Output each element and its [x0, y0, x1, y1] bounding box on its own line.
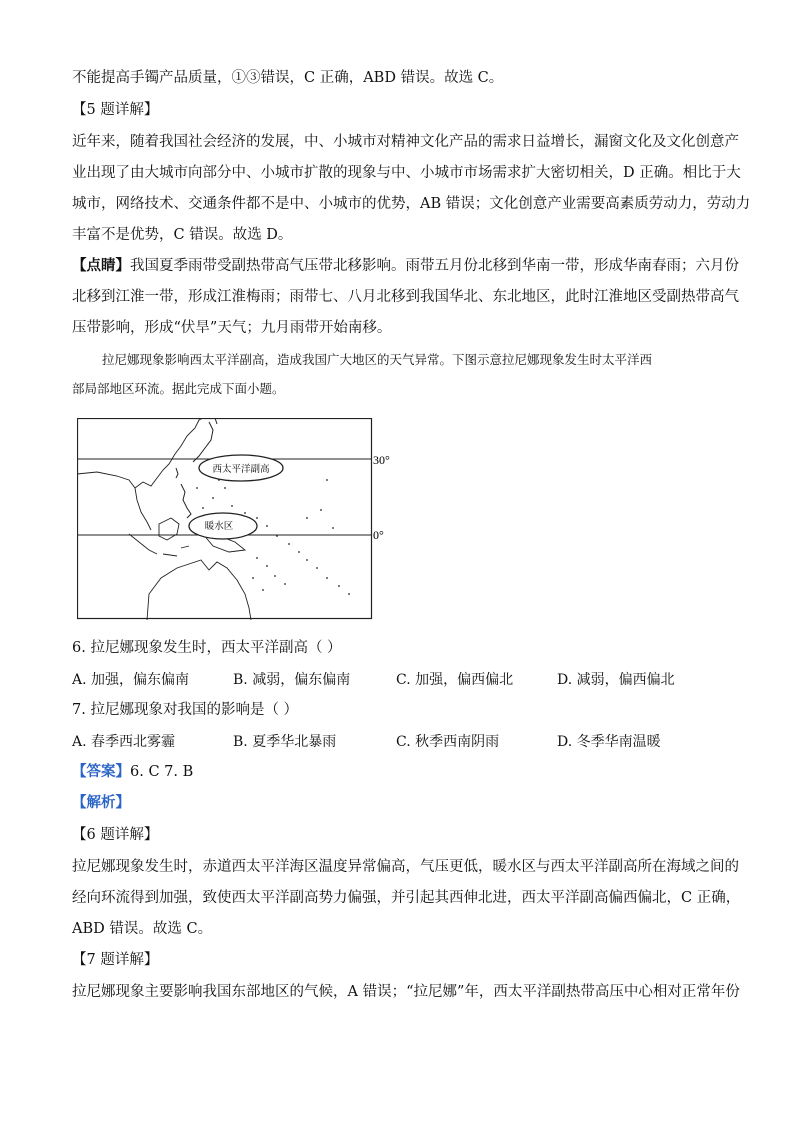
q7-option-b: B. 夏季华北暴雨 [233, 734, 337, 750]
text-line [72, 256, 739, 276]
analysis-tag: 【解析】 [72, 794, 130, 811]
high-label: 西太平洋副高 [212, 464, 270, 475]
text-line: 拉尼娜现象发生时，赤道西太平洋海区温度异常偏高，气压更低，暖水区与西太平洋副高所在海域之间的 [72, 859, 739, 875]
section-heading: 【5 题详解】 [72, 102, 159, 118]
dianjing-tag: 【点睛】 [72, 257, 130, 274]
question-6: 6. 拉尼娜现象发生时，西太平洋副高（ ） [72, 640, 342, 656]
text-line: 不能提高手镯产品质量，①③错误，C 正确，ABD 错误。故选 C。 [72, 70, 504, 86]
q6-option-b: B. 减弱，偏东偏南 [233, 672, 351, 688]
q6-option-a: A. 加强，偏东偏南 [72, 672, 190, 688]
lat-30-label: 30° [373, 453, 390, 467]
circulation-map [77, 418, 397, 620]
answer-tag: 【答案】 [72, 763, 130, 780]
text-line: 近年来，随着我国社会经济的发展，中、小城市对精神文化产品的需求日益增长，漏窗文化及文化创意产 [72, 134, 739, 150]
text-line: 经向环流得到加强，致使西太平洋副高势力偏强，并引起其西伸北进，西太平洋副高偏西偏北，C 正确， [72, 890, 741, 906]
answer-text: 6. C 7. B [130, 764, 194, 780]
warm-label: 暖水区 [204, 521, 234, 532]
intro-line: 拉尼娜现象影响西太平洋副高，造成我国广大地区的天气异常。下图示意拉尼娜现象发生时太平洋西 [102, 352, 653, 367]
text-line: ABD 错误。故选 C。 [72, 921, 213, 937]
text-line: 业出现了由大城市向部分中、小城市扩散的现象与中、小城市市场需求扩大密切相关，D 正确。相比于大 [72, 165, 741, 181]
intro-line: 部局部地区环流。据此完成下面小题。 [72, 381, 285, 396]
text-line: 拉尼娜现象主要影响我国东部地区的气候，A 错误；“拉尼娜”年，西太平洋副热带高压中心相对正常年份 [72, 984, 740, 1000]
q7-option-a: A. 春季西北雾霾 [72, 734, 176, 750]
text-line: 丰富不是优势，C 错误。故选 D。 [72, 227, 293, 243]
section-heading: 【6 题详解】 [72, 827, 159, 843]
q7-option-c: C. 秋季西南阴雨 [396, 734, 500, 750]
q6-option-d: D. 减弱，偏西偏北 [557, 672, 675, 688]
lat-0-label: 0° [373, 528, 384, 542]
text-line: 压带影响，形成“伏旱”天气；九月雨带开始南移。 [72, 320, 392, 336]
dianjing-text: 我国夏季雨带受副热带高气压带北移影响。雨带五月份北移到华南一带，形成华南春雨；六月份 [130, 258, 739, 274]
q6-option-c: C. 加强，偏西偏北 [396, 672, 514, 688]
text-line: 城市，网络技术、交通条件都不是中、小城市的优势，AB 错误；文化创意产业需要高素质劳动力，劳动力 [72, 196, 751, 212]
text-line: 北移到江淮一带，形成江淮梅雨；雨带七、八月北移到我国华北、东北地区，此时江淮地区受副热带高气 [72, 289, 739, 305]
q7-option-d: D. 冬季华南温暖 [557, 734, 661, 750]
section-heading: 【7 题详解】 [72, 952, 159, 968]
question-7: 7. 拉尼娜现象对我国的影响是（ ） [72, 702, 299, 718]
answer-line [72, 762, 193, 782]
